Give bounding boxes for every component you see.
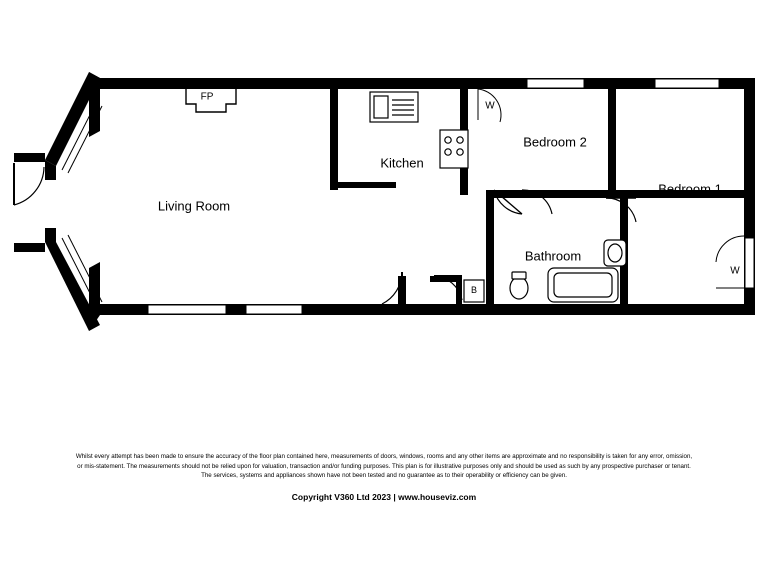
window-bedroom2-top bbox=[527, 79, 584, 88]
wall-bathroom-top bbox=[486, 190, 628, 198]
wall-bathroom-left bbox=[486, 198, 494, 308]
wall-bay-lower-stub bbox=[45, 228, 56, 242]
wall-kitchen-lower bbox=[338, 182, 396, 188]
wall-top-living bbox=[100, 78, 330, 89]
wall-bay-left-bottom bbox=[14, 243, 45, 252]
wall-bedroom2-bedroom1 bbox=[608, 78, 616, 198]
wall-bottom-right bbox=[460, 304, 755, 315]
toilet bbox=[510, 272, 528, 299]
wall-bottom-mid bbox=[330, 304, 460, 315]
wall-bathroom-top-right bbox=[628, 190, 746, 198]
window-living-bottom-1 bbox=[148, 305, 226, 314]
window-label-bedroom-1: W bbox=[730, 265, 740, 277]
room-label-bathroom: Bathroom bbox=[524, 248, 582, 264]
disclaimer-line-2: or mis-statement. The measurements should not be relied upon for valuation, transaction and/or funding purposes. This plan is for illustrative purposes only and should be used as such by any prospective purchaser or tenant. bbox=[77, 462, 691, 470]
wall-living-kitchen bbox=[330, 78, 338, 190]
living-room-floor bbox=[45, 78, 330, 315]
room-label-bedroom-2: Bedroom 2 bbox=[523, 134, 587, 150]
window-bedroom1-right bbox=[745, 238, 754, 288]
door-entrance bbox=[14, 163, 44, 205]
room-label-bedroom-1: Bedroom 1 bbox=[658, 181, 722, 197]
wall-top-kitchen bbox=[330, 78, 460, 89]
wall-bedroom2-left-upper bbox=[460, 78, 468, 133]
boiler-label: B bbox=[470, 285, 478, 295]
room-label-kitchen: Kitchen bbox=[380, 155, 424, 171]
kitchen-hob bbox=[440, 130, 468, 168]
wall-bay-lower-vert bbox=[89, 262, 100, 331]
bathtub bbox=[548, 268, 618, 302]
window-label-kitchen: W bbox=[485, 100, 495, 112]
kitchen-counter bbox=[370, 92, 418, 122]
boiler-cupboard bbox=[464, 280, 484, 302]
window-bedroom1-top bbox=[655, 79, 719, 88]
room-label-living-room: Living Room bbox=[157, 198, 231, 214]
window-living-bottom-2 bbox=[246, 305, 302, 314]
wall-bay-left-top bbox=[14, 153, 45, 162]
disclaimer-text bbox=[0, 452, 768, 481]
disclaimer-line-3: The services, systems and appliances shown have not been tested and no guarantee as to their operability or efficiency can be given. bbox=[201, 472, 567, 480]
wash-basin bbox=[604, 240, 626, 266]
fireplace-label: FP bbox=[200, 91, 214, 103]
copyright-notice: Copyright V360 Ltd 2023 | www.houseviz.com bbox=[291, 492, 477, 502]
disclaimer-line-1: Whilst every attempt has been made to ensure the accuracy of the floor plan contained here, measurements of doors, windows, rooms and any other items are approximate and no responsibility is taken for any error, omission, bbox=[75, 453, 693, 460]
